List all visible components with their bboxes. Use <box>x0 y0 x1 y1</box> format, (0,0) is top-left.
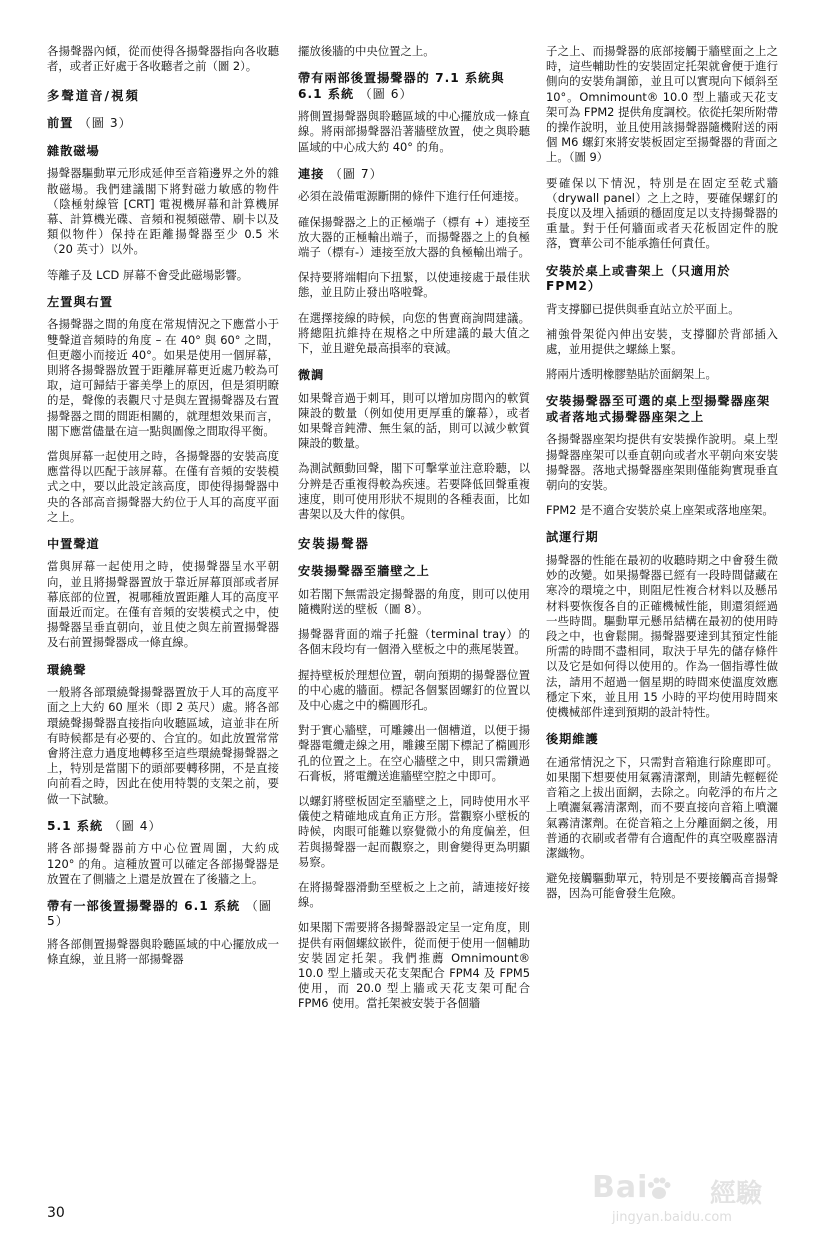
heading-stray-field: 雜散磁場 <box>47 143 100 158</box>
heading-5-1-text: 5.1 系統 <box>47 818 104 833</box>
paragraph-aftercare-1: 在通常情況之下，只需對音箱進行除塵即可。如果閣下想要使用氣霧清潔劑，則請先輕輕從音箱之上拔出面網，去除之。向乾淨的布片之上噴灑氣霧清潔劑，而不要直接向音箱上噴灑氣霧清潔劑。在從音箱之上分離面網之後，用普通的衣刷或者帶有合適配件的真空吸塵器清潔織物。 <box>546 754 778 860</box>
paragraph-wall-2: 揚聲器背面的端子托盤（terminal tray）的各個末段均有一個滑入壁板之中的燕尾裝置。 <box>298 627 530 657</box>
paragraph-6-1: 將各部側置揚聲器與聆聽區域的中心擺放成一條直線，並且將一部揚聲器 <box>47 936 279 967</box>
paragraph-bracket: 子之上、而揚聲器的底部接觸于牆壁面之上之時，這些輔助性的安裝固定托架就會便于進行側向的安裝角調節，並且可以實現向下傾斜至 10°。Omnimount® 10.0 型上牆或天花支架可為 FPM2 提供角度調校。依從托架所附帶的操作說明，並且使用該揚聲器隨機附送的兩個 M6 螺釘來將安裝板固定至揚聲器的背面之上。（圖 9） <box>546 44 778 165</box>
figure-ref: （圖 7） <box>329 166 383 181</box>
column-3 <box>546 44 778 912</box>
paragraph-7-1: 將側置揚聲器與聆聽區域的中心擺放成一條直線。將兩部揚聲器沿著牆壁放置，使之與聆聽區域的中心成大約 40° 的角。 <box>298 109 530 154</box>
heading-7-1-text: 帶有兩部後置揚聲器的 7.1 系統與 6.1 系統 <box>298 71 505 101</box>
paragraph-aftercare-2: 避免接觸驅動單元，特別是不要接觸高音揚聲器，因為可能會發生危險。 <box>546 871 778 901</box>
paragraph-stray-1: 揚聲器驅動單元形成延伸至音箱邊界之外的雜散磁場。我們建議閣下將對磁力敏感的物件（陰極射線管 [CRT] 電視機屏幕和計算機屏幕、計算機光碟、音頻和視頻磁帶、刷卡以及類似物件）保持在距離揚聲器至少 0.5 米（20 英寸）以外。 <box>47 166 279 257</box>
heading-connection <box>298 167 530 183</box>
heading-6-1-text: 帶有一部後置揚聲器的 6.1 系統 <box>47 898 241 913</box>
paragraph-left-right-2: 當與屏幕一起使用之時，各揚聲器的安裝高度應當得以匹配于該屏幕。在僅有音頻的安裝模式之中，要以此設定該高度，即使得揚聲器中央的各部高音揚聲器大約位于人耳的高度平面之上。 <box>47 448 279 524</box>
heading-front <box>47 116 279 132</box>
paragraph-stray-2: 等離子及 LCD 屏幕不會受此磁場影響。 <box>47 267 249 282</box>
figure-ref: （圖 5） <box>47 898 272 929</box>
heading-shelf-mount: 安裝於桌上或書架上（只適用於 FPM2） <box>546 263 731 294</box>
heading-surround: 環繞聲 <box>47 662 87 677</box>
heading-stand-mount: 安裝揚聲器至可選的桌上型揚聲器座架或者落地式揚聲器座架之上 <box>546 394 771 424</box>
heading-left-right: 左置與右置 <box>47 294 113 309</box>
heading-running-in: 試運行期 <box>546 530 599 545</box>
paragraph-wall-3: 握持壁板於理想位置，朝向預期的揚聲器位置的中心處的牆面。標記各個緊固螺釘的位置以及中心處之中的橢圓形孔。 <box>298 667 530 712</box>
figure-ref: （圖 4） <box>108 818 162 833</box>
paragraph-shelf-2: 補強骨架從內伸出安裝，支撐腳於背部插入處，並用提供之螺絲上緊。 <box>546 326 778 357</box>
heading-fine-tuning: 微調 <box>298 368 325 383</box>
paragraph-wall-6: 在將揚聲器滑動至壁板之上之前，請連接好接線。 <box>298 880 530 910</box>
heading-5-1-system <box>47 819 279 835</box>
paragraph-center-channel: 當與屏幕一起使用之時，使揚聲器呈水平朝向，並且將揚聲器置放于靠近屏幕頂部或者屏幕底部的位置，視哪種放置距離人耳的高度平面最近而定。在僅有音頻的安裝模式之中，使揚聲器呈垂直朝向，並且使之與左前置揚聲器及右前置揚聲器成一條直線。 <box>47 559 279 650</box>
paragraph-wall-7: 如果閣下需要將各揚聲器設定呈一定角度，則提供有兩個螺紋嵌件，從而便于使用一個輔助安裝固定托架。我們推薦 Omnimount® 10.0 型上牆或天花支架配合 FPM4 及 FPM5 使用，而 20.0 型上牆或天花支架可配合 FPM6 使用。當托架被安裝于各個牆 <box>298 920 530 1011</box>
paragraph-connection-2: 確保揚聲器之上的正極端子（標有 +）連接至放大器的正極輸出端子，而揚聲器之上的負極端子（標有-）連接至放大器的負極輸出端子。 <box>298 214 530 259</box>
watermark-brand: Bai <box>592 1170 649 1205</box>
heading-aftercare: 後期維護 <box>546 732 599 747</box>
intro-paragraph: 各揚聲器內傾，從而使得各揚聲器指向各收聽者，或者正好處于各收聽者之前（圖 2）。 <box>47 44 279 74</box>
figure-ref: （圖 6） <box>359 86 413 101</box>
heading-multichannel: 多聲道音/視頻 <box>47 88 140 104</box>
paragraph-shelf-3: 將兩片透明橡膠墊貼於面網架上。 <box>546 367 717 382</box>
paragraph-wall-5: 以螺釘將壁板固定至牆壁之上，同時使用水平儀使之精確地成直角正方形。當觀察小壁板的時候，肉眼可能難以察覺微小的角度偏差，但若與揚聲器一起而觀察之，則會變得更為明顯易察。 <box>298 794 530 869</box>
baidu-watermark <box>592 1170 812 1230</box>
heading-front-text: 前置 <box>47 116 74 131</box>
page-number: 30 <box>47 1205 65 1221</box>
heading-center-channel: 中置聲道 <box>47 536 100 551</box>
paragraph-drywall: 要確保以下情況，特別是在固定至乾式牆（drywall panel）之上之時，要確保螺釘的長度以及埋入插頭的穩固度足以支持揚聲器的重量。對于任何牆面或者天花板固定件的脫落，寶華公司不能承擔任何責任。 <box>546 175 778 251</box>
paw-icon <box>646 1176 672 1202</box>
paragraph-running-in: 揚聲器的性能在最初的收聽時期之中會發生微妙的改變。如果揚聲器已經有一段時間儲藏在寒冷的環境之中，則阻尼性複合材料以及懸吊材料要恢復各自的正確機械性能，則還須經過一些時間。驅動單元懸吊結構在最初的使用時段之中，也會鬆開。揚聲器要達到其預定性能所需的時間不盡相同，取決于早先的儲存條件以及它是如何得以使用的。作為一個指導性做法，請用不超過一個星期的時間來使溫度效應穩定下來，並且用 15 小時的平均使用時間來使機械部件達到預期的設計特性。 <box>546 552 778 719</box>
paragraph-5-1: 將各部揚聲器前方中心位置周圍，大約成 120° 的角。這種放置可以確定各部揚聲器是放置在了側牆之上還是放置在了後牆之上。 <box>47 841 279 886</box>
paragraph-continued: 擺放後牆的中央位置之上。 <box>298 44 435 58</box>
paragraph-connection-3: 保持要將端帽向下扭緊，以使連接處于最佳狀態，並且防止發出咯啦聲。 <box>298 270 530 300</box>
paragraph-connection-4: 在選擇接線的時候，向您的售賣商詢問建議。將總阻抗維持在規格之中所建議的最大值之下，並且避免最高損率的衰減。 <box>298 310 530 355</box>
heading-6-1-system <box>47 899 279 930</box>
paragraph-wall-1: 如若閣下無需設定揚聲器的角度，則可以使用隨機附送的壁板（圖 8）。 <box>298 586 530 616</box>
column-1 <box>47 44 279 977</box>
paragraph-fine-tuning-2: 為測試顫動回聲，閣下可擊掌並注意聆聽，以分辨是否重複得較為疾速。若要降低回聲重複速度，則可使用形狀不規則的各種表面，比如書架以及大件的傢俱。 <box>298 461 530 522</box>
paragraph-left-right-1: 各揚聲器之間的角度在常規情況之下應當小于雙聲道音頻時的角度 – 在 40° 與 60° 之間，但更趨小而接近 40°。如果是使用一個屏幕，則將各揚聲器放置于距離屏幕更近處乃較為可取，這可歸結于審美學上的原因，但是須明瞭的是，聲像的表觀尺寸是與左置揚聲器及右置揚聲器之間的間距相關的，就理想效果而言，閣下應當儘量在這一點與圖像之間取得平衡。 <box>47 317 279 438</box>
watermark-url: jingyan.baidu.com <box>612 1210 732 1225</box>
heading-connection-text: 連接 <box>298 166 325 181</box>
column-2 <box>298 44 530 1022</box>
heading-7-1-system <box>298 71 530 102</box>
paragraph-stand-1: 各揚聲器座架均提供有安裝操作說明。桌上型揚聲器座架可以垂直朝向或者水平朝向來安裝揚聲器。落地式揚聲器座架則僅能夠實現垂直朝向的安裝。 <box>546 432 778 493</box>
paragraph-surround: 一般將各部環繞聲揚聲器置放于人耳的高度平面之上大約 60 厘米（即 2 英尺）處。將各部環繞聲揚聲器直接指向收聽區域，這並非在所有時候都是有必要的、合宜的。如此放置常常會將注意力過度地轉移至這些環繞聲揚聲器之上，特別是當閣下的頭部要轉移開，不是直接向前看之時，因此在使用特製的支架之前，要做一下試驗。 <box>47 685 279 806</box>
paragraph-wall-4: 對于實心牆壁，可雕鏤出一個槽道，以便于揚聲器電纜走線之用，雕鏤至閣下標記了橢圓形孔的位置之上。在空心牆壁之中，則只需鑽過石膏板，將電纜送進牆壁空腔之中即可。 <box>298 723 530 783</box>
paragraph-shelf-1: 背支撐腳已提供與垂直站立於平面上。 <box>546 301 740 316</box>
figure-ref: （圖 3） <box>78 116 132 131</box>
watermark-brand-cn: 經驗 <box>710 1179 763 1209</box>
heading-installing: 安裝揚聲器 <box>298 536 370 552</box>
paragraph-fine-tuning-1: 如果聲音過于刺耳，則可以增加房間內的軟質陳設的數量（例如使用更厚重的簾幕），或者如果聲音鈍滯、無生氣的話，則可以減少軟質陳設的數量。 <box>298 390 530 451</box>
paragraph-connection-1: 必須在設備電源斷開的條件下進行任何連接。 <box>298 189 526 204</box>
heading-wall-mount: 安裝揚聲器至牆壁之上 <box>298 564 430 579</box>
paragraph-stand-2: FPM2 是不適合安裝於桌上座架或落地座架。 <box>546 503 774 518</box>
